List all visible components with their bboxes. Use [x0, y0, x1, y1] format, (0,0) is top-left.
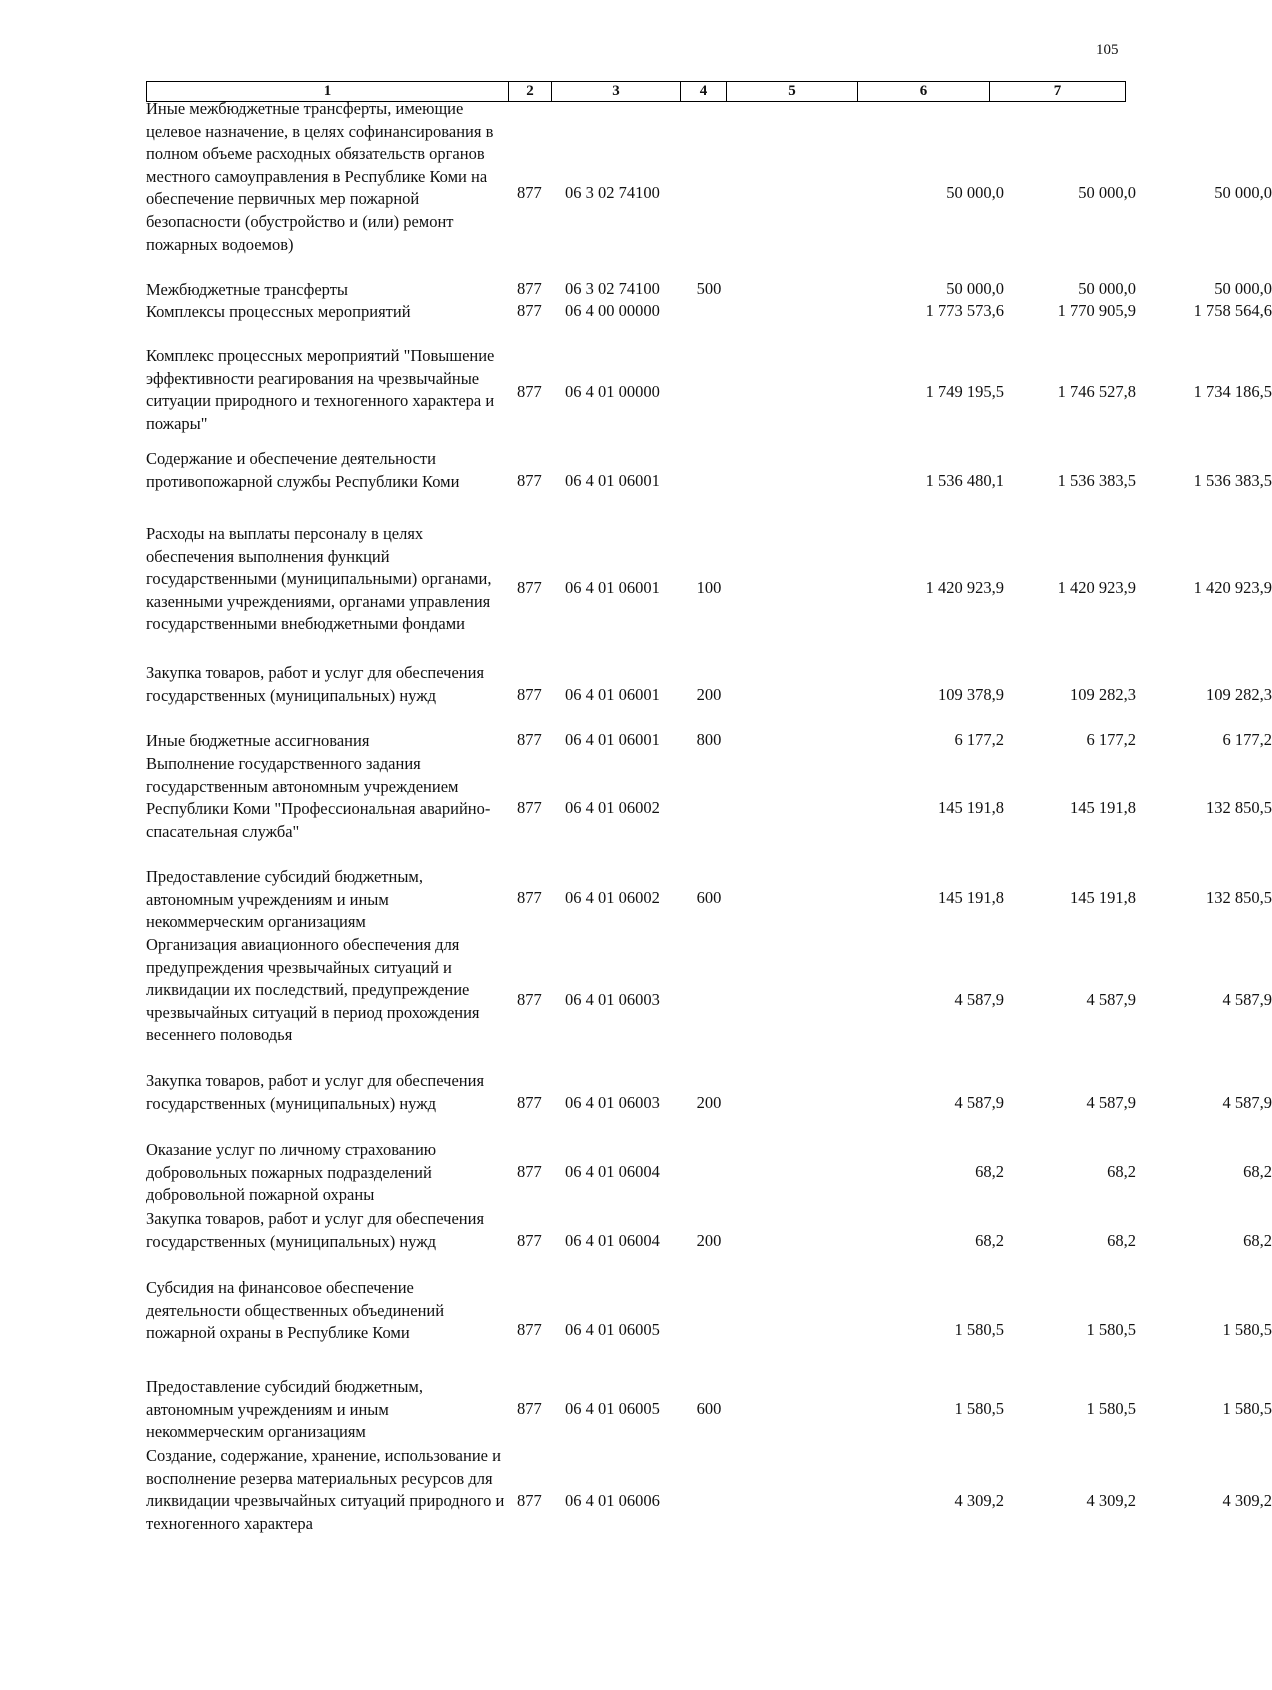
row-amount-5: 145 191,8: [938, 888, 1004, 907]
row-amount-5: 68,2: [975, 1162, 1004, 1181]
row-amount-6: 1 580,5: [1086, 1320, 1136, 1339]
row-amount-6: 1 420 923,9: [1057, 578, 1136, 597]
row-amount-6: 50 000,0: [1078, 279, 1136, 298]
row-amount-5: 50 000,0: [946, 183, 1004, 202]
row-ministry-code: 877: [517, 685, 542, 704]
row-description: Создание, содержание, хранение, использование и восполнение резерва материальных ресурсов для ликвидации чрезвычайных ситуаций природного и техногенного характера: [146, 1446, 505, 1533]
row-amount-7: 4 587,9: [1222, 1093, 1272, 1112]
row-amount-5: 4 587,9: [954, 990, 1004, 1009]
row-description: Оказание услуг по личному страхованию добровольных пожарных подразделений добровольной пожарной охраны: [146, 1140, 437, 1205]
row-description: Межбюджетные трансферты: [146, 280, 349, 299]
row-amount-7: 50 000,0: [1214, 183, 1272, 202]
row-amount-7: 4 587,9: [1222, 990, 1272, 1009]
row-amount-7: 132 850,5: [1206, 888, 1272, 907]
row-amount-6: 6 177,2: [1086, 730, 1136, 749]
row-target-code: 06 4 01 06001: [565, 578, 660, 597]
row-ministry-code: 877: [517, 990, 542, 1009]
row-amount-6: 145 191,8: [1070, 888, 1136, 907]
row-amount-5: 50 000,0: [946, 279, 1004, 298]
row-amount-7: 1 734 186,5: [1193, 382, 1272, 401]
row-description: Иные бюджетные ассигнования: [146, 731, 370, 750]
row-amount-5: 109 378,9: [938, 685, 1004, 704]
row-amount-5: 1 749 195,5: [925, 382, 1004, 401]
row-amount-6: 1 746 527,8: [1057, 382, 1136, 401]
row-amount-5: 145 191,8: [938, 798, 1004, 817]
row-target-code: 06 4 01 06002: [565, 798, 660, 817]
row-ministry-code: 877: [517, 1162, 542, 1181]
header-col-6: 6: [858, 82, 990, 101]
row-ministry-code: 877: [517, 888, 542, 907]
row-target-code: 06 4 01 06003: [565, 1093, 660, 1112]
row-target-code: 06 4 01 06001: [565, 685, 660, 704]
row-amount-5: 1 580,5: [954, 1320, 1004, 1339]
row-description: Комплекс процессных мероприятий "Повышение эффективности реагирования на чрезвычайные ситуации природного и техногенного характера и пожары": [146, 346, 495, 433]
row-ministry-code: 877: [517, 183, 542, 202]
row-ministry-code: 877: [517, 730, 542, 749]
row-ministry-code: 877: [517, 1093, 542, 1112]
row-amount-7: 68,2: [1243, 1231, 1272, 1250]
row-amount-6: 50 000,0: [1078, 183, 1136, 202]
header-col-7: 7: [1053, 83, 1062, 99]
row-amount-7: 68,2: [1243, 1162, 1272, 1181]
row-description: Закупка товаров, работ и услуг для обеспечения государственных (муниципальных) нужд: [146, 1071, 485, 1113]
row-expense-type: 100: [696, 578, 722, 597]
row-target-code: 06 4 01 06006: [565, 1491, 660, 1510]
row-ministry-code: 877: [517, 1399, 542, 1418]
header-col-4: 4: [681, 82, 727, 101]
row-amount-7: 1 758 564,6: [1193, 301, 1272, 320]
row-amount-5: 1 536 480,1: [925, 471, 1004, 490]
row-expense-type: 500: [696, 279, 722, 298]
row-amount-5: 1 580,5: [954, 1399, 1004, 1418]
row-ministry-code: 877: [517, 471, 542, 490]
row-expense-type: 200: [696, 685, 722, 704]
row-amount-7: 1 580,5: [1222, 1320, 1272, 1339]
row-amount-5: 4 309,2: [954, 1491, 1004, 1510]
header-col-1: 1: [147, 82, 509, 101]
row-amount-7: 132 850,5: [1206, 798, 1272, 817]
row-ministry-code: 877: [517, 1320, 542, 1339]
row-target-code: 06 4 01 06002: [565, 888, 660, 907]
row-amount-6: 4 309,2: [1086, 1491, 1136, 1510]
row-ministry-code: 877: [517, 382, 542, 401]
row-target-code: 06 3 02 74100: [565, 279, 660, 298]
row-amount-5: 6 177,2: [954, 730, 1004, 749]
row-target-code: 06 4 01 06001: [565, 471, 660, 490]
row-amount-7: 1 536 383,5: [1193, 471, 1272, 490]
row-target-code: 06 4 01 06004: [565, 1162, 660, 1181]
row-expense-type: 200: [696, 1231, 722, 1250]
row-target-code: 06 4 01 06003: [565, 990, 660, 1009]
row-amount-7: 6 177,2: [1222, 730, 1272, 749]
row-amount-7: 4 309,2: [1222, 1491, 1272, 1510]
header-col-2: 2: [509, 82, 552, 101]
row-description: Предоставление субсидий бюджетным, автономным учреждениям и иным некоммерческим организациям: [146, 1377, 423, 1442]
header-col-3: 3: [552, 82, 681, 101]
row-amount-6: 4 587,9: [1086, 1093, 1136, 1112]
row-ministry-code: 877: [517, 1491, 542, 1510]
row-target-code: 06 4 01 06005: [565, 1320, 660, 1339]
row-target-code: 06 4 00 00000: [565, 301, 660, 320]
row-amount-7: 1 420 923,9: [1193, 578, 1272, 597]
row-ministry-code: 877: [517, 301, 542, 320]
row-description: Организация авиационного обеспечения для предупреждения чрезвычайных ситуаций и ликвидации их последствий, предупреждение чрезвычайных ситуаций в период прохождения весеннего половодья: [146, 935, 480, 1045]
row-amount-7: 1 580,5: [1222, 1399, 1272, 1418]
row-description: Закупка товаров, работ и услуг для обеспечения государственных (муниципальных) нужд: [146, 1209, 485, 1251]
row-target-code: 06 4 01 06001: [565, 730, 660, 749]
row-expense-type: 800: [696, 730, 722, 749]
row-target-code: 06 3 02 74100: [565, 183, 660, 202]
row-description: Содержание и обеспечение деятельности противопожарной службы Республики Коми: [146, 449, 460, 491]
row-amount-7: 50 000,0: [1214, 279, 1272, 298]
row-ministry-code: 877: [517, 578, 542, 597]
row-description: Иные межбюджетные трансферты, имеющие целевое назначение, в целях софинансирования в полном объеме расходных обязательств органов местного самоуправления в Республике Коми на обеспечение первичных мер пожарной безопасности (обустройство и (или) ремонт пожарных водоемов): [146, 99, 494, 254]
row-amount-6: 68,2: [1107, 1162, 1136, 1181]
row-description: Комплексы процессных мероприятий: [146, 302, 411, 321]
row-description: Субсидия на финансовое обеспечение деятельности общественных объединений пожарной охраны в Республике Коми: [146, 1278, 445, 1343]
row-amount-6: 68,2: [1107, 1231, 1136, 1250]
row-amount-6: 1 536 383,5: [1057, 471, 1136, 490]
row-target-code: 06 4 01 06004: [565, 1231, 660, 1250]
row-amount-5: 4 587,9: [954, 1093, 1004, 1112]
row-expense-type: 600: [696, 1399, 722, 1418]
row-expense-type: 200: [696, 1093, 722, 1112]
row-amount-6: 1 580,5: [1086, 1399, 1136, 1418]
row-ministry-code: 877: [517, 798, 542, 817]
row-description: Выполнение государственного задания государственным автономным учреждением Республики Коми "Профессиональная аварийно-спасательная служба": [146, 754, 491, 841]
header-col-5: 5: [727, 82, 858, 101]
row-amount-6: 145 191,8: [1070, 798, 1136, 817]
row-amount-5: 68,2: [975, 1231, 1004, 1250]
row-description: Предоставление субсидий бюджетным, автономным учреждениям и иным некоммерческим организациям: [146, 867, 423, 932]
row-amount-5: 1 420 923,9: [925, 578, 1004, 597]
row-amount-6: 4 587,9: [1086, 990, 1136, 1009]
row-ministry-code: 877: [517, 279, 542, 298]
row-amount-5: 1 773 573,6: [925, 301, 1004, 320]
row-ministry-code: 877: [517, 1231, 542, 1250]
row-amount-7: 109 282,3: [1206, 685, 1272, 704]
page-number: 105: [1096, 42, 1119, 58]
row-expense-type: 600: [696, 888, 722, 907]
row-amount-6: 109 282,3: [1070, 685, 1136, 704]
row-target-code: 06 4 01 06005: [565, 1399, 660, 1418]
row-target-code: 06 4 01 00000: [565, 382, 660, 401]
row-description: Расходы на выплаты персоналу в целях обеспечения выполнения функций государственными (муниципальными) органами, казенными учреждениями, органами управления государственными внебюджетными фондами: [146, 524, 492, 634]
row-amount-6: 1 770 905,9: [1057, 301, 1136, 320]
row-description: Закупка товаров, работ и услуг для обеспечения государственных (муниципальных) нужд: [146, 663, 485, 705]
